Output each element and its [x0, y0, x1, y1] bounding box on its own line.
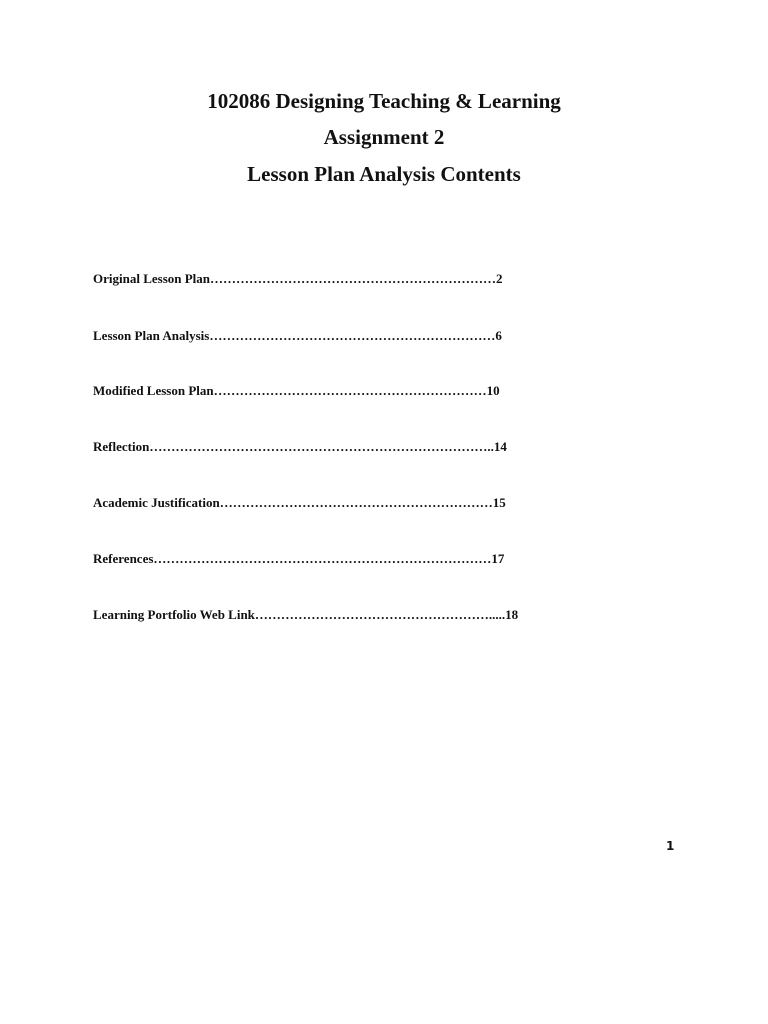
document-title: 102086 Designing Teaching & Learning	[207, 89, 561, 113]
toc-label: Lesson Plan Analysis	[93, 328, 210, 343]
toc-entry-modified-lesson-plan	[93, 382, 500, 400]
toc-page: 14	[493, 439, 507, 454]
toc-leader: ……………………………………………………………………..	[149, 439, 494, 454]
toc-entry-academic-justification	[93, 494, 506, 512]
toc-leader: …………………………………………………………	[210, 271, 497, 286]
toc-page: 10	[486, 383, 500, 398]
page-number: 1	[666, 839, 675, 853]
toc-page: 15	[492, 495, 506, 510]
toc-leader: ……………………………………………………………………	[153, 551, 492, 566]
toc-entry-original-lesson-plan	[93, 270, 503, 288]
toc-page: 2	[496, 271, 503, 286]
toc-label: Original Lesson Plan	[93, 271, 211, 286]
toc-leader: ……………………………………………….....	[254, 607, 506, 622]
toc-label: Modified Lesson Plan	[93, 383, 214, 398]
toc-entry-lesson-plan-analysis	[93, 327, 502, 345]
toc-page: 17	[491, 551, 505, 566]
toc-label: Learning Portfolio Web Link	[93, 607, 255, 622]
toc-label: Reflection	[93, 439, 150, 454]
toc-leader: ………………………………………………………	[213, 383, 487, 398]
toc-page: 18	[505, 607, 519, 622]
contents-heading: Lesson Plan Analysis Contents	[247, 162, 521, 186]
toc-leader: ………………………………………………………	[219, 495, 493, 510]
toc-label: Academic Justification	[93, 495, 220, 510]
toc-leader: …………………………………………………………	[209, 328, 496, 343]
toc-entry-reflection	[93, 438, 507, 456]
toc-page: 6	[495, 328, 502, 343]
assignment-title: Assignment 2	[323, 125, 445, 149]
toc-label: References	[93, 551, 154, 566]
toc-entry-references	[93, 550, 504, 568]
toc-entry-learning-portfolio-web-link	[93, 606, 518, 624]
